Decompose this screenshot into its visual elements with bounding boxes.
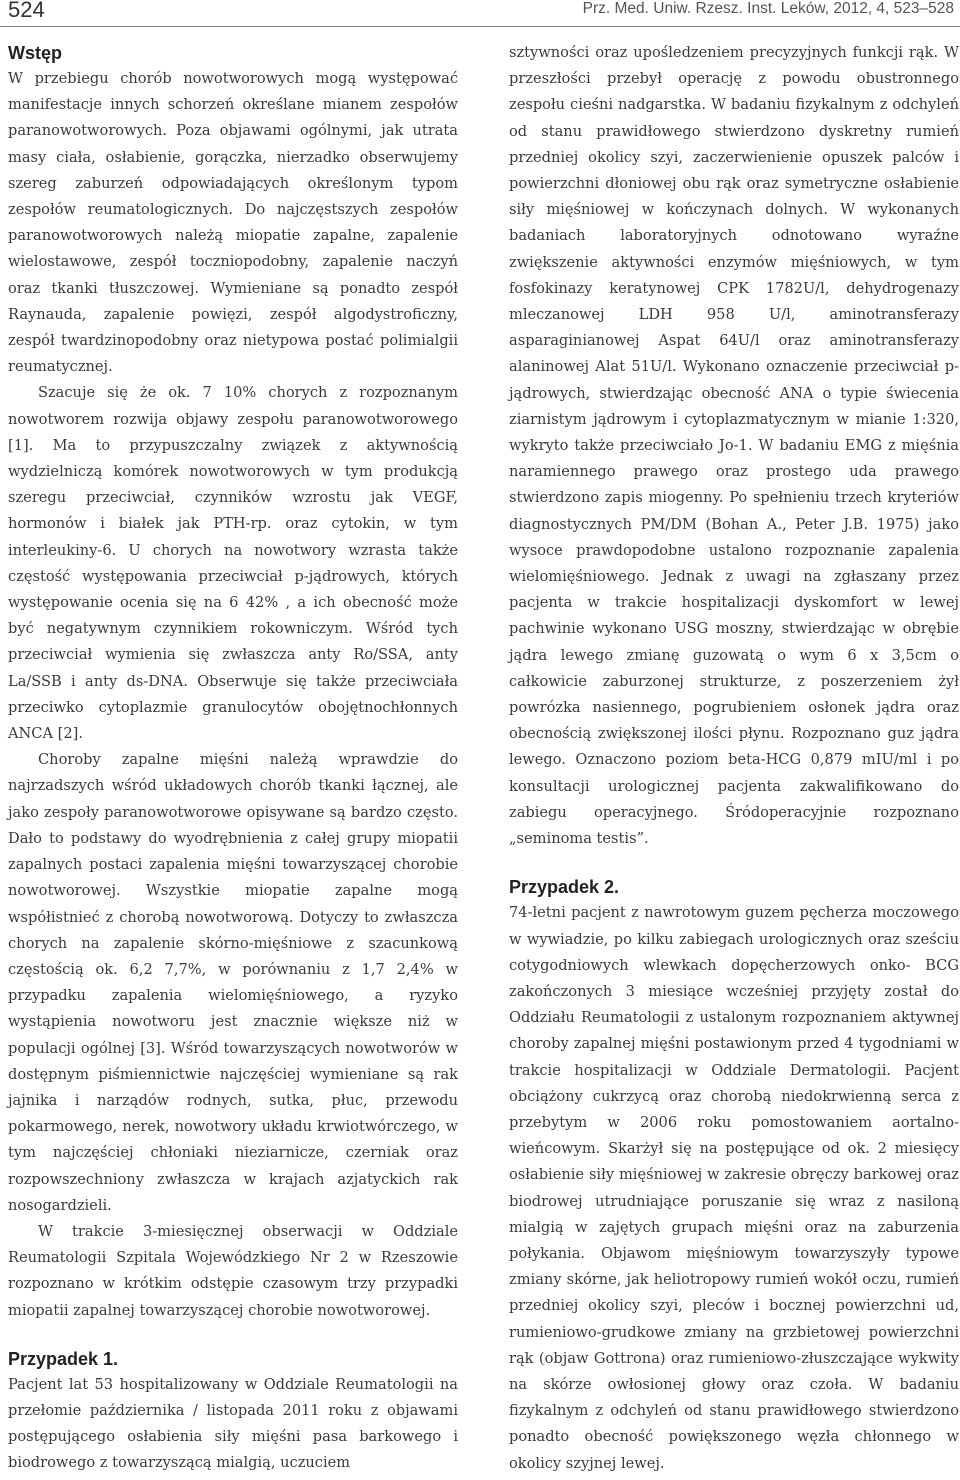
journal-citation: Prz. Med. Uniw. Rzesz. Inst. Leków, 2012, 4, 523–528 (582, 0, 954, 17)
page-number: 524 (8, 0, 45, 22)
intro-paragraph-2: Szacuje się że ok. 7 10% chorych z rozpoznanym nowotworem rozwija objawy zespołu paranowotworowego [1]. Ma to przypuszczalny związek z aktywnością wydzielniczą komórek nowotworowych w tym produkcją szeregu przeciwciał, czynników wzrostu jak VEGF, hormonów i białek jak PTH-rp. oraz cytokin, w tym interleukiny-6. U chorych na nowotwory wzrasta także częstość występowania przeciwciał p-jądrowych, których występowanie ocenia się na 6 42% , a ich obecność może być negatywnym czynnikiem rokowniczym. Wśród tych przeciwciał wymienia się zwłaszcza anty Ro/SSA, anty La/SSB i anty ds-DNA. Obserwuje się także przeciwciała przeciwko cytoplazmie granulocytów obojętnochłonnych ANCA [2]. (8, 384, 458, 743)
case-2-paragraph: 74-letni pacjent z nawrotowym guzem pęcherza moczowego w wywiadzie, po kilku zabiegach urologicznych oraz sześciu cotygodniowych wlewkach dopęcherzowych onko- BCG zakończonych 3 miesiące wcześniej przyjęty został do Oddziału Reumatologii z ustalonym rozpoznaniem aktywnej choroby zapalnej mięśni postawionym przed 4 tygodniami w trakcie hospitalizacji w Oddziale Dermatologii. Pacjent obciążony cukrzycą oraz chorobą niedokrwienną serca z przebytym w 2006 roku pomostowaniem aortalno-wieńcowym. Skarżył się na postępujące od ok. 2 miesięcy osłabienie siły mięśniowej w zakresie obręczy barkowej oraz biodrowej utrudniające poruszanie się wraz z nasiloną mialgią w zajętych grupach mięśni oraz na zaburzenia połykania. Objawom mięśniowym towarzyszyły typowe zmiany skórne, jak heliotropowy rumień wokół oczu, rumień przedniej okolicy szyi, pleców i bocznej powierzchni ud, rumieniowo-grudkowe zmiany na grzbietowej powierzchni rąk (objaw Gottrona) oraz rumieniowo-złuszczające wykwity na skórze owłosionej głowy oraz czoła. W badaniu fizykalnym z odchyleń od stanu prawidłowego stwierdzono ponadto obecność powiększonego węzła chłonnego w okolicy szyjnej lewej. (509, 904, 959, 1472)
section-heading-case-1: Przypadek 1. (8, 1348, 119, 1369)
case-1-continuation: sztywności oraz upośledzeniem precyzyjnych funkcji rąk. W przeszłości przebył operację z powodu obustronnego zespołu cieśni nadgarstka. W badaniu fizykalnym z odchyleń od stanu prawidłowego stwierdzono dyskretny rumień przedniej okolicy szyi, zaczerwienienie opuszek palców i powierzchni dłoniowej obu rąk oraz symetryczne osłabienie siły mięśniowej w kończynach dolnych. W wykonanych badaniach laboratoryjnych odnotowano wyraźne zwiększenie aktywności enzymów mięśniowych, w tym fosfokinazy keratynowej CPK 1782U/l, dehydrogenazy mleczanowej LDH 958 U/l, aminotransferazy asparaginianowej Aspat 64U/l oraz aminotransferazy alaninowej Alat 51U/l. Wykonano oznaczenie przeciwciał p-jądrowych, stwierdzając obecność ANA o typie świecenia ziarnistym jądrowym i cytoplazmatycznym w mianie 1:320, wykryto także przeciwciało Jo-1. W badaniu EMG z mięśnia naramiennego prawego oraz prostego uda prawego stwierdzono zapis miogenny. Po spełnieniu trzech kryteriów diagnostycznych PM/DM (Bohan A., Peter J.B. 1975) jako wysoce prawdopodobne ustalono rozpoznanie zapalenia wielomięśniowego. Jednak z uwagi na zgłaszany przez pacjenta w trakcie hospitalizacji dyskomfort w lewej pachwinie wykonano USG moszny, stwierdzając w obrębie jądra lewego zmianę guzowatą o wym 6 x 3,5cm o całkowicie zaburzonej strukturze, z poszerzeniem żył powrózka nasiennego, pogrubieniem osłonek jądra oraz obecnością zwiększonej ilości płynu. Rozpoznano guz jądra lewego. Oznaczono poziom beta-HCG 0,879 mIU/ml i po konsultacji urologicznej pacjenta zakwalifikowano do zabiegu operacyjnego. Śródoperacyjnie rozpoznano „seminoma testis”. (509, 44, 959, 848)
intro-paragraph-1: W przebiegu chorób nowotworowych mogą występować manifestacje innych schorzeń określane mianem zespołów paranowotworowych. Poza objawami ogólnymi, jak utrata masy ciała, osłabienie, gorączka, nierzadko obserwujemy szereg zaburzeń odpowiadających określonym typom zespołów reumatologicznych. Do najczęstszych zespołów paranowotworowych należą miopatie zapalne, zapalenie wielostawowe, zespół toczniopodobny, zapalenie naczyń oraz tkanki tłuszczowej. Wymieniane są ponadto zespół Raynauda, zapalenie powięzi, zespół algodystroficzny, zespół twardzinopodobny oraz nietypowa postać polimialgii reumatycznej. (8, 70, 458, 376)
intro-paragraph-3: Choroby zapalne mięśni należą wprawdzie do najrzadszych wśród układowych chorób tkanki łącznej, ale jako zespoły paranowotworowe opisywane są bardzo często. Dało to podstawy do wyodrębnienia z całej grupy miopatii zapalnych postaci zapalenia mięśni towarzyszącej chorobie nowotworowej. Wszystkie miopatie zapalne mogą współistnieć z chorobą nowotworową. Dotyczy to zwłaszcza chorych na zapalenie skórno-mięśniowe z szacunkową częstością ok. 6,2 7,7%, w porównaniu z 1,7 2,4% w przypadku zapalenia wielomięśniowego, a ryzyko wystąpienia nowotworu jest znacznie większe niż w populacji ogólnej [3]. Wśród towarzyszących nowotworów w dostępnym piśmiennictwie najczęściej wymieniane są rak jajnika i narządów rodnych, sutka, płuc, przewodu pokarmowego, nerek, nowotwory układu krwiotwórczego, w tym najczęściej chłoniaki nieziarnicze, czerniak oraz rozpowszechniony zwłaszcza w krajach azjatyckich rak nosogardzieli. (8, 751, 458, 1214)
left-column (8, 40, 458, 1477)
right-column (509, 40, 959, 1477)
case-1-paragraph: Pacjent lat 53 hospitalizowany w Oddziale Reumatologii na przełomie października / listopada 2011 roku z objawami postępującego osłabienia siły mięśni pasa barkowego i biodrowego z towarzyszącą mialgią, uczuciem (8, 1375, 458, 1472)
header-rule (0, 26, 960, 27)
intro-paragraph-4: W trakcie 3-miesięcznej obserwacji w Oddziale Reumatologii Szpitala Wojewódzkiego Nr 2 w Rzeszowie rozpoznano w krótkim odstępie czasowym trzy przypadki miopatii zapalnej towarzyszącej chorobie nowotworowej. (8, 1222, 458, 1319)
section-heading-intro: Wstęp (8, 43, 62, 63)
section-heading-case-2: Przypadek 2. (509, 877, 620, 898)
page-header (0, 0, 960, 24)
